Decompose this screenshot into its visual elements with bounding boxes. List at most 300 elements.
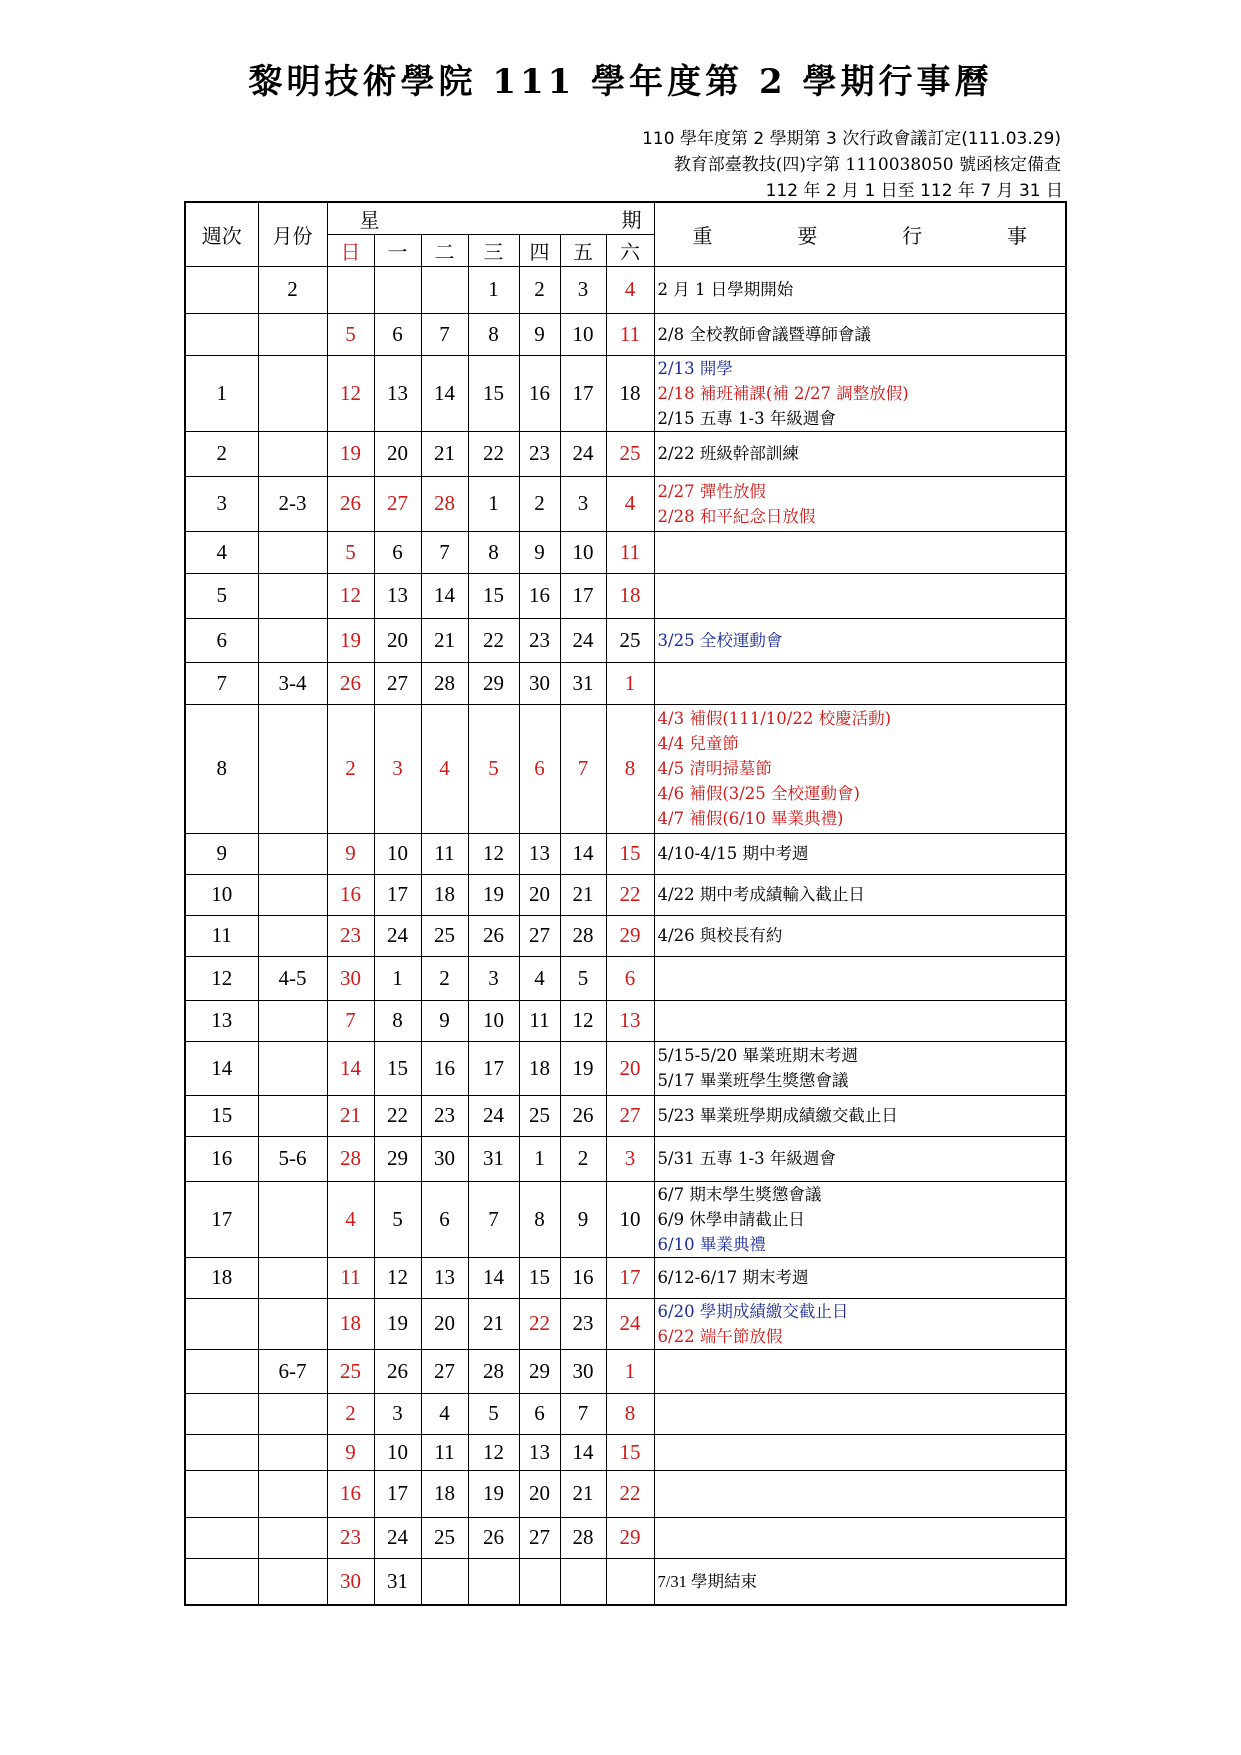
day-cell: 1 [374,956,421,1000]
day-cell: 23 [327,915,374,956]
event-item: 2/18 補班補課(補 2/27 調整放假) [657,383,909,403]
day-cell [519,1558,560,1605]
day-cell: 13 [519,1434,560,1470]
day-cell: 28 [560,1517,606,1558]
day-cell: 28 [560,915,606,956]
event-item: 4/3 補假(111/10/22 校慶活動) [657,709,892,728]
events-cell [654,1393,1066,1434]
day-cell: 15 [606,833,654,874]
events-cell [654,313,1066,355]
day-cell: 3 [606,1136,654,1181]
month-range: 5-6 [258,1136,327,1181]
day-cell: 9 [327,1434,374,1470]
day-cell: 23 [560,1298,606,1349]
table-row [185,1470,1066,1517]
day-cell: 31 [468,1136,519,1181]
event-item: 5/15-5/20 畢業班期末考週 [657,1046,858,1065]
day-cell: 16 [519,355,560,431]
day-cell: 23 [327,1517,374,1558]
events-cell [654,355,1066,431]
week-number [185,1393,258,1434]
day-cell: 3 [374,704,421,833]
day-cell: 14 [421,355,468,431]
day-cell: 24 [560,618,606,662]
day-cell: 8 [606,704,654,833]
day-cell: 6 [519,704,560,833]
day-cell: 11 [606,531,654,573]
day-cell: 12 [468,1434,519,1470]
event-item: 2/15 五專 1-3 年級週會 [657,408,836,428]
month-range [258,313,327,355]
day-cell: 27 [606,1095,654,1136]
day-cell: 24 [606,1298,654,1349]
week-header: 週次 [185,202,258,266]
day-cell: 21 [327,1095,374,1136]
table-row [185,956,1066,1000]
weekday-tue: 二 [421,234,468,266]
week-number [185,1434,258,1470]
table-row [185,704,1066,833]
day-cell: 19 [374,1298,421,1349]
events-cell [654,618,1066,662]
month-range [258,1095,327,1136]
day-cell: 31 [560,662,606,704]
event-item: 3/25 全校運動會 [657,630,783,650]
day-cell: 29 [468,662,519,704]
event-item: 6/10 畢業典禮 [657,1234,766,1254]
xing-label: 星 [359,207,380,232]
day-cell: 5 [468,704,519,833]
day-cell: 27 [421,1349,468,1393]
week-number [185,1349,258,1393]
week-number: 7 [185,662,258,704]
day-cell: 10 [560,531,606,573]
calendar-table [184,201,1067,1606]
day-cell: 12 [468,833,519,874]
day-cell: 6 [421,1181,468,1257]
day-cell: 18 [327,1298,374,1349]
week-number: 15 [185,1095,258,1136]
day-cell: 22 [606,1470,654,1517]
month-range [258,573,327,618]
calendar-body [185,266,1066,1605]
day-cell: 14 [468,1257,519,1298]
day-cell: 13 [374,573,421,618]
month-range [258,1393,327,1434]
day-cell: 12 [560,1000,606,1041]
day-cell: 22 [519,1298,560,1349]
day-cell: 29 [606,915,654,956]
events-cell [654,1095,1066,1136]
event-item: 2/28 和平紀念日放假 [657,506,816,526]
day-cell: 18 [606,355,654,431]
table-row [185,1349,1066,1393]
day-cell: 11 [327,1257,374,1298]
month-range [258,1041,327,1095]
week-number: 1 [185,355,258,431]
day-cell: 13 [374,355,421,431]
day-cell: 4 [327,1181,374,1257]
month-range: 2-3 [258,476,327,531]
day-cell: 29 [519,1349,560,1393]
month-range [258,355,327,431]
day-cell: 28 [468,1349,519,1393]
day-cell: 13 [421,1257,468,1298]
events-cell [654,1298,1066,1349]
day-cell: 7 [560,704,606,833]
day-cell: 1 [468,476,519,531]
week-number: 12 [185,956,258,1000]
day-cell: 12 [327,355,374,431]
day-cell [560,1558,606,1605]
day-cell: 22 [468,618,519,662]
day-cell: 17 [374,874,421,915]
day-cell: 16 [560,1257,606,1298]
day-cell [421,266,468,313]
event-item: 6/9 休學申請截止日 [657,1209,805,1229]
events-cell [654,1257,1066,1298]
important-char-4: 事 [1007,223,1027,248]
day-cell: 16 [327,1470,374,1517]
day-cell: 8 [519,1181,560,1257]
event-item: 4/26 與校長有約 [657,926,783,945]
day-cell: 21 [468,1298,519,1349]
page-title: 黎明技術學院 111 學年度第 2 學期行事曆 [248,62,993,102]
weekday-group-header [327,202,654,234]
day-cell [421,1558,468,1605]
events-cell [654,431,1066,476]
table-row [185,915,1066,956]
day-cell: 27 [374,662,421,704]
month-range: 4-5 [258,956,327,1000]
day-cell: 8 [468,531,519,573]
event-item: 4/7 補假(6/10 畢業典禮) [657,809,844,828]
day-cell: 11 [519,1000,560,1041]
day-cell: 10 [374,833,421,874]
day-cell: 26 [468,915,519,956]
month-range: 3-4 [258,662,327,704]
table-row [185,874,1066,915]
day-cell: 26 [374,1349,421,1393]
table-row [185,618,1066,662]
weekday-thu: 四 [519,234,560,266]
day-cell: 4 [606,266,654,313]
month-range [258,431,327,476]
day-cell: 15 [468,355,519,431]
day-cell: 14 [560,833,606,874]
day-cell: 18 [421,1470,468,1517]
day-cell: 26 [327,662,374,704]
day-cell: 14 [560,1434,606,1470]
day-cell: 17 [468,1041,519,1095]
day-cell: 7 [421,531,468,573]
day-cell: 6 [606,956,654,1000]
events-cell [654,1181,1066,1257]
events-cell [654,1349,1066,1393]
day-cell: 20 [421,1298,468,1349]
day-cell: 23 [421,1095,468,1136]
events-cell [654,1558,1066,1605]
day-cell: 11 [421,1434,468,1470]
week-number: 8 [185,704,258,833]
day-cell: 30 [327,1558,374,1605]
day-cell: 20 [606,1041,654,1095]
day-cell: 26 [468,1517,519,1558]
month-range [258,531,327,573]
week-number: 5 [185,573,258,618]
day-cell: 5 [327,531,374,573]
table-row [185,1136,1066,1181]
day-cell: 1 [606,1349,654,1393]
day-cell: 2 [327,1393,374,1434]
day-cell: 17 [606,1257,654,1298]
events-cell [654,573,1066,618]
day-cell: 19 [327,431,374,476]
day-cell: 15 [519,1257,560,1298]
week-number: 17 [185,1181,258,1257]
table-row [185,1517,1066,1558]
week-number: 6 [185,618,258,662]
day-cell: 14 [421,573,468,618]
week-number: 11 [185,915,258,956]
day-cell: 3 [560,476,606,531]
month-range: 6-7 [258,1349,327,1393]
day-cell: 25 [421,1517,468,1558]
event-item: 4/10-4/15 期中考週 [657,844,809,863]
event-item: 7/31 學期結束 [657,1571,757,1591]
day-cell: 23 [519,618,560,662]
day-cell: 30 [327,956,374,1000]
month-range [258,1000,327,1041]
event-item: 2/27 彈性放假 [657,481,766,501]
day-cell: 25 [327,1349,374,1393]
important-char-3: 行 [902,223,923,248]
day-cell: 9 [560,1181,606,1257]
day-cell: 18 [421,874,468,915]
month-range [258,618,327,662]
events-cell [654,1000,1066,1041]
day-cell: 20 [374,431,421,476]
day-cell: 3 [468,956,519,1000]
day-cell: 31 [374,1558,421,1605]
event-item: 4/6 補假(3/25 全校運動會) [657,784,860,803]
day-cell: 7 [327,1000,374,1041]
month-range [258,833,327,874]
day-cell: 9 [519,313,560,355]
day-cell: 22 [374,1095,421,1136]
day-cell: 12 [374,1257,421,1298]
event-item: 6/20 學期成績繳交截止日 [657,1301,849,1321]
day-cell: 5 [327,313,374,355]
day-cell: 11 [421,833,468,874]
event-item: 2/22 班級幹部訓練 [657,444,799,463]
events-cell [654,874,1066,915]
event-item: 6/12-6/17 期末考週 [657,1268,809,1287]
day-cell: 8 [606,1393,654,1434]
day-cell: 25 [421,915,468,956]
day-cell: 19 [560,1041,606,1095]
day-cell: 4 [519,956,560,1000]
day-cell: 16 [519,573,560,618]
week-number [185,1470,258,1517]
day-cell: 10 [606,1181,654,1257]
table-row [185,1095,1066,1136]
day-cell: 5 [560,956,606,1000]
table-row [185,573,1066,618]
day-cell: 21 [421,618,468,662]
table-row [185,1257,1066,1298]
events-cell [654,956,1066,1000]
day-cell: 2 [421,956,468,1000]
month-range [258,1434,327,1470]
day-cell: 19 [468,874,519,915]
events-cell [654,1136,1066,1181]
day-cell: 21 [560,874,606,915]
day-cell [374,266,421,313]
day-cell: 27 [374,476,421,531]
table-row [185,431,1066,476]
events-cell [654,704,1066,833]
day-cell: 24 [560,431,606,476]
table-row [185,1000,1066,1041]
day-cell: 28 [327,1136,374,1181]
day-cell: 21 [421,431,468,476]
day-cell: 24 [374,915,421,956]
event-item: 5/23 畢業班學期成績繳交截止日 [657,1106,898,1125]
day-cell: 7 [421,313,468,355]
day-cell: 5 [374,1181,421,1257]
day-cell: 20 [519,1470,560,1517]
day-cell: 6 [374,313,421,355]
table-row [185,476,1066,531]
day-cell: 3 [374,1393,421,1434]
week-number: 16 [185,1136,258,1181]
day-cell: 25 [606,431,654,476]
month-range [258,874,327,915]
day-cell: 25 [519,1095,560,1136]
event-item: 5/31 五專 1-3 年級週會 [657,1149,836,1168]
day-cell: 19 [327,618,374,662]
week-number [185,1558,258,1605]
day-cell [327,266,374,313]
event-item: 2/13 開學 [657,358,733,378]
day-cell: 16 [421,1041,468,1095]
week-number: 14 [185,1041,258,1095]
important-char-1: 重 [692,223,713,248]
month-range [258,1181,327,1257]
day-cell: 17 [560,355,606,431]
month-range [258,1257,327,1298]
table-row [185,1434,1066,1470]
day-cell: 6 [519,1393,560,1434]
day-cell: 9 [519,531,560,573]
day-cell: 26 [327,476,374,531]
events-cell [654,1517,1066,1558]
day-cell: 13 [519,833,560,874]
day-cell: 19 [468,1470,519,1517]
day-cell: 10 [560,313,606,355]
week-number: 13 [185,1000,258,1041]
table-row [185,1181,1066,1257]
week-number: 18 [185,1257,258,1298]
table-row [185,1393,1066,1434]
events-cell [654,266,1066,313]
ministry-approval-line: 教育部臺教技(四)字第 1110038050 號函核定備查 [673,155,1061,175]
day-cell: 29 [606,1517,654,1558]
table-row [185,355,1066,431]
month-range [258,704,327,833]
week-number [185,1298,258,1349]
day-cell: 22 [468,431,519,476]
weekday-mon: 一 [374,234,421,266]
week-number [185,266,258,313]
day-cell: 15 [606,1434,654,1470]
events-cell [654,476,1066,531]
day-cell: 24 [468,1095,519,1136]
day-cell: 2 [327,704,374,833]
day-cell: 30 [421,1136,468,1181]
qi-label: 期 [621,207,642,232]
events-cell [654,1434,1066,1470]
day-cell: 24 [374,1517,421,1558]
day-cell: 13 [606,1000,654,1041]
important-events-header [654,202,1066,266]
day-cell: 26 [560,1095,606,1136]
table-row [185,662,1066,704]
day-cell: 7 [560,1393,606,1434]
week-number: 4 [185,531,258,573]
day-cell: 27 [519,1517,560,1558]
weekday-wed: 三 [468,234,519,266]
event-item: 4/22 期中考成績輸入截止日 [657,885,865,904]
day-cell: 3 [560,266,606,313]
events-cell [654,1041,1066,1095]
week-number: 9 [185,833,258,874]
day-cell: 4 [421,704,468,833]
event-item: 4/5 清明掃墓節 [657,759,772,778]
day-cell: 10 [468,1000,519,1041]
day-cell: 5 [468,1393,519,1434]
day-cell: 18 [519,1041,560,1095]
month-range [258,915,327,956]
events-cell [654,662,1066,704]
day-cell: 8 [374,1000,421,1041]
table-row [185,266,1066,313]
day-cell: 4 [421,1393,468,1434]
day-cell: 9 [327,833,374,874]
day-cell: 20 [519,874,560,915]
day-cell: 17 [374,1470,421,1517]
month-header: 月份 [258,202,327,266]
day-cell: 9 [421,1000,468,1041]
table-row [185,531,1066,573]
important-char-2: 要 [797,223,818,248]
table-row [185,833,1066,874]
day-cell: 17 [560,573,606,618]
event-item: 2/8 全校教師會議暨導師會議 [657,324,871,344]
day-cell: 1 [606,662,654,704]
day-cell: 18 [606,573,654,618]
day-cell: 16 [327,874,374,915]
day-cell: 21 [560,1470,606,1517]
day-cell: 2 [519,266,560,313]
events-cell [654,531,1066,573]
day-cell: 15 [468,573,519,618]
month-range [258,1558,327,1605]
table-row [185,1558,1066,1605]
approval-meeting-line: 110 學年度第 2 學期第 3 次行政會議訂定(111.03.29) [642,129,1061,149]
month-range: 2 [258,266,327,313]
